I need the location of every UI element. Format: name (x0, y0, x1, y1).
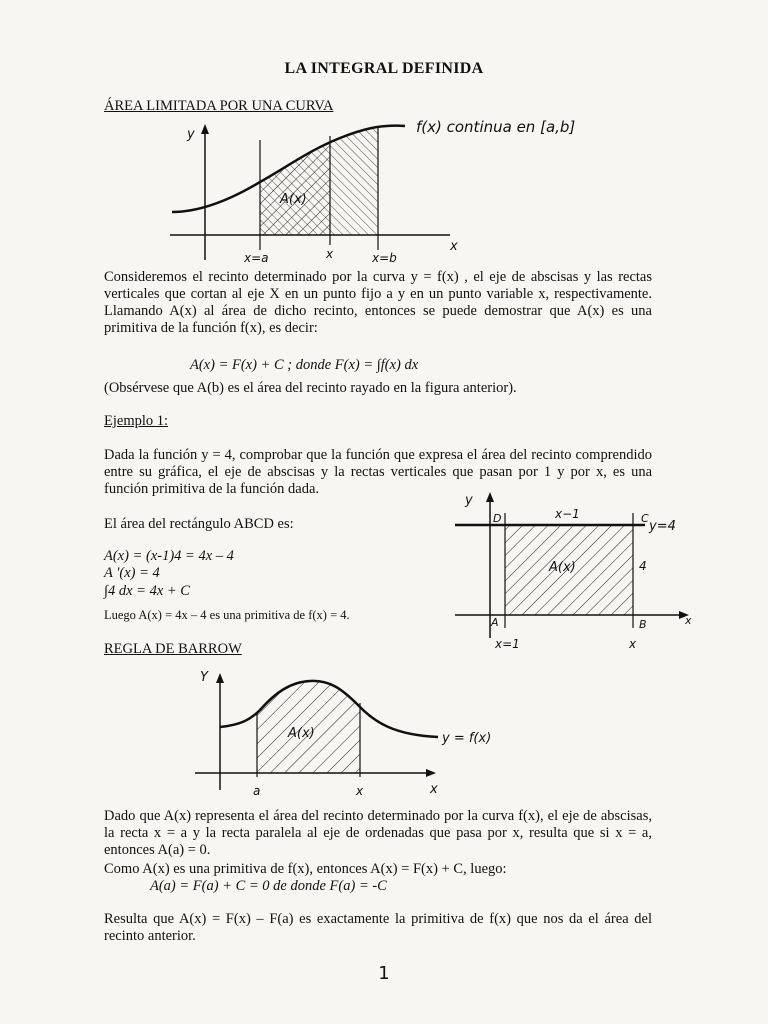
equation-1: A(x) = (x-1)4 = 4x – 4 (104, 548, 234, 564)
page-number: 1 (378, 963, 390, 984)
tick-label-x: x (629, 637, 637, 651)
tick-label-x: x (326, 247, 334, 261)
tick-label-x1: x=1 (495, 637, 520, 651)
barrow-result: Resulta que A(x) = F(x) – F(a) es exactamente la primitiva de f(x) que nos da el área del recinto anterior. (104, 911, 652, 944)
area-under-curve-figure (150, 110, 630, 270)
section-heading-area: ÁREA LIMITADA POR UNA CURVA (104, 98, 334, 114)
continuity-note: f(x) continua en [a,b] (416, 118, 576, 136)
y-axis-label: y (465, 493, 473, 508)
tick-label-x: x (356, 784, 364, 798)
top-side-label: x−1 (555, 507, 580, 521)
line-y-4-label: y=4 (649, 519, 676, 534)
y-axis-arrow-icon (216, 673, 224, 683)
equation-3: ∫4 dx = 4x + C (104, 583, 190, 599)
y-axis-arrow-icon (486, 492, 494, 502)
example-conclusion: Luego A(x) = 4x – 4 es una primitiva de f(x) = 4. (104, 608, 350, 622)
example-heading: Ejemplo 1: (104, 413, 169, 429)
y-axis-arrow-icon (201, 124, 209, 134)
area-region-x-b (330, 126, 378, 235)
barrow-line-3: A(a) = F(a) + C = 0 de donde F(a) = -C (150, 878, 387, 894)
x-axis-arrow-icon (426, 769, 436, 777)
section1-paragraph: Consideremos el recinto determinado por la curva y = f(x) , el eje de abscisas y las rectas verticales que cortan al eje X en un punto fijo a y en un punto variable x, respectivamente. Llamando A(x) al área de dicho recinto, entonces se puede demostrar que A(x) es una primitiva de la función f(x), es decir: (104, 269, 652, 336)
area-label: A(x) (280, 192, 307, 207)
point-a-label: A (491, 616, 499, 629)
equation-2: A ′(x) = 4 (104, 565, 160, 581)
point-c-label: C (641, 512, 649, 525)
x-axis-label: x (430, 782, 438, 797)
area-region-a-x-crosshatch (260, 142, 330, 235)
page-title: LA INTEGRAL DEFINIDA (284, 60, 484, 77)
point-d-label: D (493, 512, 502, 525)
curve-label: y = f(x) (442, 731, 492, 746)
example-paragraph: Dada la función y = 4, comprobar que la función que expresa el área del recinto comprendido entre su gráfica, el eje de abscisas y la rectas verticales que pasan por 1 y por x, es una función primitiva de la función dada. (104, 447, 652, 497)
point-b-label: B (639, 618, 647, 631)
tick-label-a: a (253, 784, 261, 798)
barrow-paragraph: Dado que A(x) representa el área del recinto determinado por la curva f(x), el eje de abscisas, la recta x = a y la recta paralela al eje de ordenadas que pasa por x, resulta que si x = a, entonces A(a) = 0. (104, 808, 652, 858)
side-length-label: 4 (639, 559, 647, 573)
rectangle-figure (445, 488, 705, 653)
area-label: A(x) (549, 560, 576, 575)
tick-label-a: x=a (244, 251, 269, 265)
barrow-heading: REGLA DE BARROW (104, 641, 242, 657)
x-axis-label: x (685, 614, 692, 627)
barrow-figure (180, 665, 520, 805)
formula-primitive: A(x) = F(x) + C ; donde F(x) = ∫f(x) dx (190, 357, 419, 373)
barrow-line-2: Como A(x) es una primitiva de f(x), entonces A(x) = F(x) + C, luego: (104, 861, 507, 877)
rectangle-intro: El área del rectángulo ABCD es: (104, 516, 294, 532)
x-axis-label: x (450, 239, 458, 254)
y-axis-label: y (187, 127, 195, 142)
y-axis-label: Y (200, 670, 208, 685)
tick-label-b: x=b (372, 251, 397, 265)
observation-text: (Obsérvese que A(b) es el área del recinto rayado en la figura anterior). (104, 380, 517, 396)
area-label: A(x) (288, 726, 315, 741)
